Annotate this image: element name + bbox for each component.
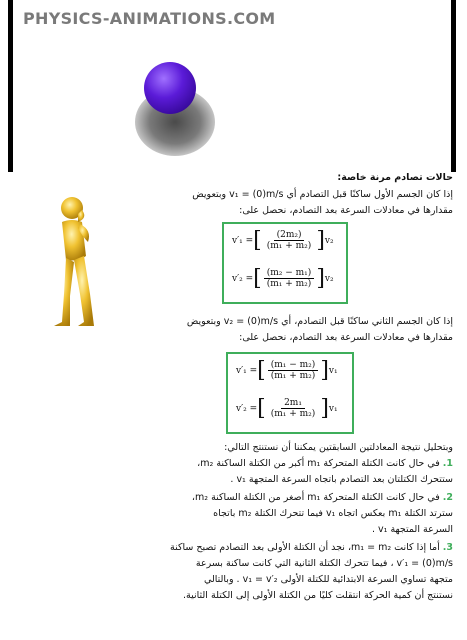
- equation-box-2: [226, 352, 354, 434]
- list-item-line: سترتد الكتلة m₁ بعكس اتجاه v₁ فيما تتحرك الكتلة m₂ باتجاه: [213, 508, 453, 519]
- purple-ball: [144, 62, 196, 114]
- eq-numerator: (m₂ − m₁): [264, 268, 315, 279]
- eq-rhs: v₂: [324, 235, 334, 246]
- case1-line: إذا كان الجسم الأول ساكنًا قبل التصادم أي v₁ = (0)m/s وبتعويض: [192, 189, 453, 200]
- list-item-number: 1.: [442, 458, 453, 469]
- eq-denominator: (m₁ + m₂): [270, 409, 316, 419]
- thinking-figure-illustration: [48, 196, 108, 336]
- case2-line: مقدارها في معادلات السرعة بعد التصادم، نحصل على:: [239, 332, 453, 343]
- list-item-line: السرعة المتجهة v₁ .: [371, 524, 453, 535]
- eq-numerator: (m₁ − m₂): [268, 360, 319, 371]
- list-item-number: 2.: [442, 492, 453, 503]
- eq-lhs: v′₂ =: [232, 273, 254, 284]
- equation-v2-prime: v′₂ = [ $\frac{\text{2m₁}}{\text{(m₁ + m₂)}}$ ] v₁: [236, 395, 338, 421]
- list-item-line: v′₁ = (0)m/s ، فيما تتحرك الكتلة الثانية التي كانت ساكنة بسرعة: [195, 558, 453, 569]
- conclusion-list: [108, 456, 453, 604]
- eq-numerator: (2m₂): [274, 230, 305, 241]
- equation-v2-prime: v′₂ = [ $\frac{\text{(m₂ − m₁)}}{\text{(m₁ + m₂)}}$ ] v₂: [232, 265, 334, 291]
- section-heading: حالات تصادم مرنة خاصة:: [337, 172, 453, 183]
- list-item: [108, 540, 453, 604]
- list-item-line: متجهة تساوي السرعة الابتدائية للكتلة الأولى v₁ = v′₂ . وبالتالي: [203, 574, 453, 585]
- eq-denominator: (m₁ + m₂): [270, 371, 316, 381]
- conclusion-intro: وبتحليل نتيجة المعادلتين السابقتين يمكننا أن نستنتج التالي:: [224, 442, 453, 453]
- eq-lhs: v′₁ =: [236, 365, 258, 376]
- animation-panel: [8, 0, 456, 172]
- list-item: [108, 456, 453, 488]
- list-item-line: أما إذا كانت m₁ = m₂، نجد أن الكتلة الأولى بعد التصادم تصبح ساكنة: [169, 542, 440, 553]
- eq-rhs: v₁: [328, 403, 338, 414]
- eq-denominator: (m₁ + m₂): [266, 241, 312, 251]
- case2-line: إذا كان الجسم الثاني ساكنًا قبل التصادم، أي v₂ = (0)m/s وبتعويض: [186, 316, 453, 327]
- eq-rhs: v₂: [324, 273, 334, 284]
- animation-watermark: PHYSICS-ANIMATIONS.COM: [23, 9, 276, 28]
- equation-box-1: [222, 222, 348, 304]
- case2-paragraph: [108, 314, 453, 346]
- eq-lhs: v′₁ =: [232, 235, 254, 246]
- case1-line: مقدارها في معادلات السرعة بعد التصادم، نحصل على:: [239, 205, 453, 216]
- equation-v1-prime: v′₁ = [ $\frac{\text{(2m₂)}}{\text{(m₁ + m₂)}}$ ] v₂: [232, 227, 334, 253]
- list-item-line: نستنتج أن كمية الحركة انتقلت كليًا من الكتلة الأولى إلى الكتلة الثانية.: [183, 590, 453, 601]
- eq-lhs: v′₂ =: [236, 403, 258, 414]
- eq-denominator: (m₁ + m₂): [266, 279, 312, 289]
- eq-numerator: 2m₁: [281, 398, 305, 409]
- eq-rhs: v₁: [328, 365, 338, 376]
- list-item-line: في حال كانت الكتلة المتحركة m₁ أصغر من الكتلة الساكنة m₂،: [191, 492, 440, 503]
- list-item-number: 3.: [442, 542, 453, 553]
- case1-paragraph: [108, 187, 453, 219]
- list-item-line: ستتحرك الكتلتان بعد التصادم باتجاه السرعة المتجهة v₁ .: [230, 474, 453, 485]
- list-item: [108, 490, 453, 538]
- equation-v1-prime: v′₁ = [ $\frac{\text{(m₁ − m₂)}}{\text{(m₁ + m₂)}}$ ] v₁: [236, 357, 338, 383]
- list-item-line: في حال كانت الكتلة المتحركة m₁ أكبر من الكتلة الساكنة m₂،: [197, 458, 440, 469]
